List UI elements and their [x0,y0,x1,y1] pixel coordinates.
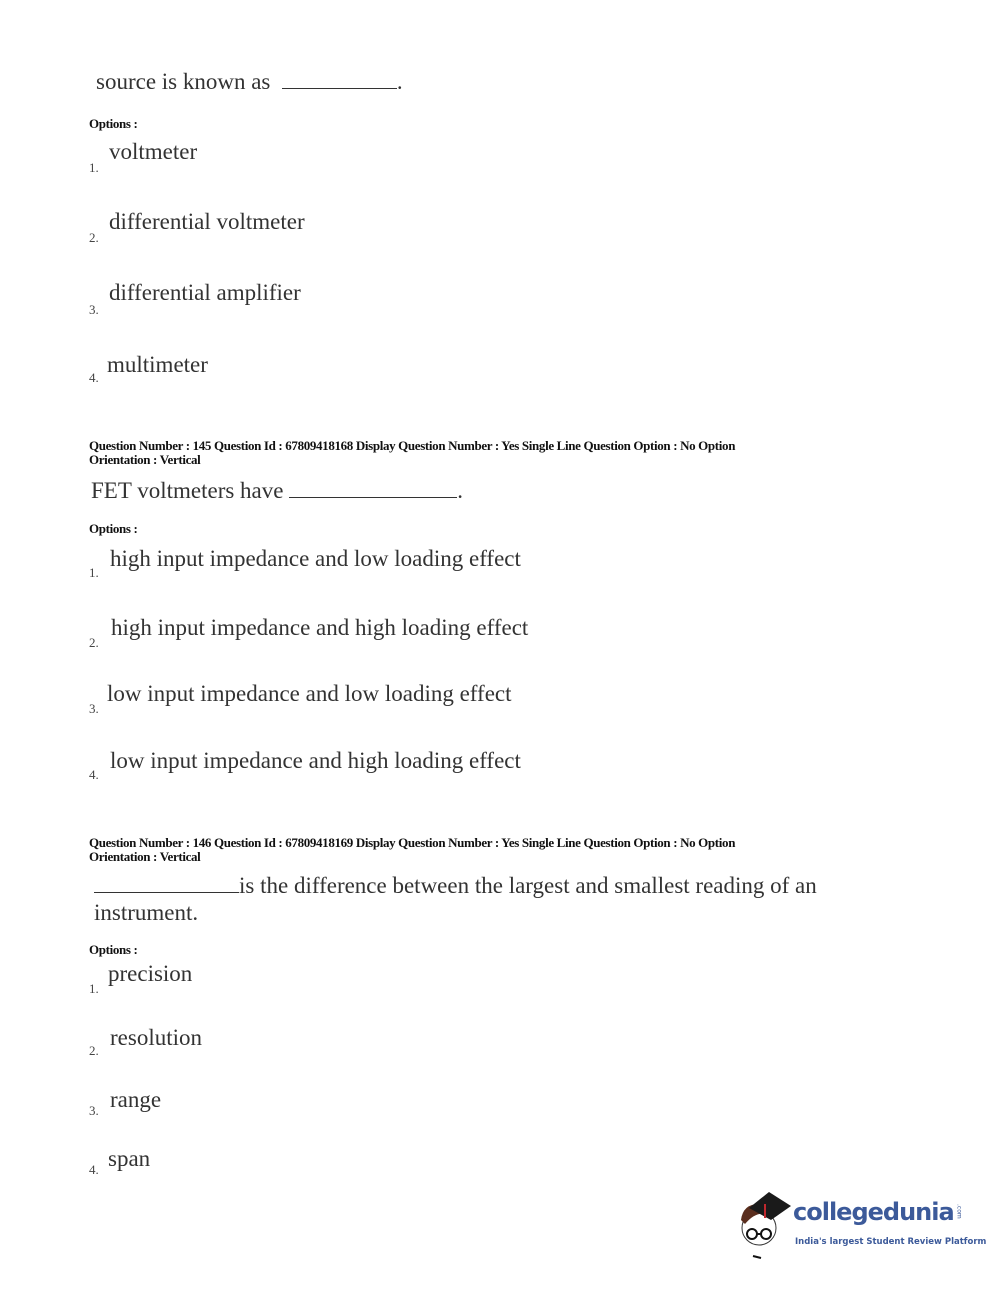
logo-wordmark [793,1198,963,1226]
question-146-meta [89,836,969,864]
option-number: 3. [89,1103,99,1118]
question-145-meta [89,439,969,467]
option-4: multimeter [107,352,208,377]
question-146-text-line2: instrument. [94,900,199,925]
question-text: is the difference between the largest and smallest reading of an [239,873,817,898]
option-1: precision [108,961,193,986]
options-label: Options : [89,116,138,131]
period: . [457,478,463,503]
logo-brand: collegedunia [793,1198,954,1226]
options-label: Options : [89,521,138,536]
option-2: high input impedance and high loading effect [111,615,529,640]
question-145-text [91,477,463,504]
logo-tld: .com [955,1204,963,1219]
answer-blank [94,872,239,893]
option-number: 2. [89,230,99,245]
option-3: low input impedance and low loading effect [107,681,512,706]
meta-line: Orientation : Vertical [89,452,201,467]
logo-tagline: India's largest Student Review Platform [795,1237,987,1247]
question-146-text [94,872,817,899]
option-number: 1. [89,565,99,580]
option-4: low input impedance and high loading effect [110,748,521,773]
option-1: high input impedance and low loading effect [110,546,521,571]
meta-line: Question Number : 145 Question Id : 67809418168 Display Question Number : Yes Single Line Question Option : No Option [89,438,736,453]
option-number: 4. [89,767,99,782]
option-number: 3. [89,701,99,716]
option-number: 1. [89,981,99,996]
mascot-icon [735,1190,795,1260]
option-number: 4. [89,1162,99,1177]
option-2: resolution [110,1025,202,1050]
collegedunia-logo [735,1190,987,1260]
meta-line: Question Number : 146 Question Id : 67809418169 Display Question Number : Yes Single Line Question Option : No Option [89,835,736,850]
option-number: 4. [89,370,99,385]
option-2: differential voltmeter [109,209,305,234]
question-144-text [96,68,403,95]
option-number: 2. [89,1043,99,1058]
question-text: FET voltmeters have [91,478,284,503]
option-4: span [108,1146,151,1171]
option-3: differential amplifier [109,280,301,305]
options-label: Options : [89,942,138,957]
option-number: 1. [89,160,99,175]
option-1: voltmeter [109,139,198,164]
meta-line: Orientation : Vertical [89,849,201,864]
option-3: range [110,1087,162,1112]
period: . [396,69,403,94]
option-number: 2. [89,635,99,650]
answer-blank [289,477,457,498]
question-text: source is known as [96,69,271,94]
answer-blank [282,68,397,89]
option-number: 3. [89,302,99,317]
